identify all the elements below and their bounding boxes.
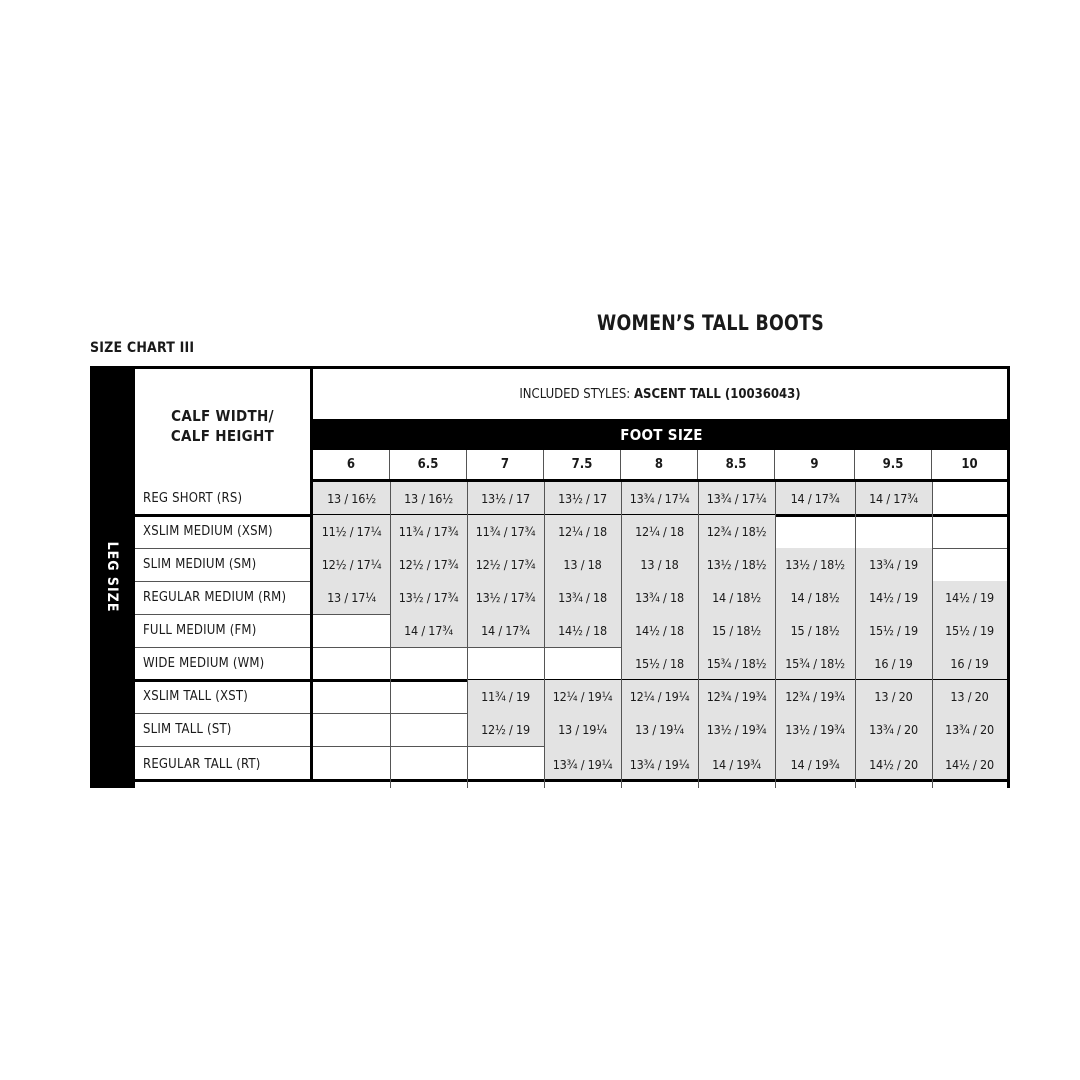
table-cell [313,680,390,713]
table-cell: 13¾ / 17¼ [698,482,775,515]
table-cell: 13½ / 19¾ [698,713,775,746]
table-cell: 14½ / 19 [855,581,932,614]
table-cell: 13½ / 19¾ [775,713,855,746]
table-cell: 14½ / 18 [621,614,698,647]
table-cell [313,713,390,746]
table-row [135,614,1010,647]
leg-size-bar [90,366,135,788]
table-cell: 14 / 17¾ [390,614,467,647]
table-cell: 16 / 19 [932,647,1007,680]
table-row [135,581,1010,614]
table-cell: 13½ / 17¾ [467,581,544,614]
table-cell: 13 / 19¼ [544,713,621,746]
table-cell: 13¾ / 18 [544,581,621,614]
table-right-border [1007,366,1010,788]
table-cell: 14 / 17¾ [467,614,544,647]
table-cell: 13½ / 17¾ [390,581,467,614]
table-cell: 14 / 19¾ [775,746,855,782]
table-cell: 13 / 18 [621,548,698,581]
table-cell [855,515,932,548]
foot-size-9-5: 9.5 [855,450,932,479]
row-label: XSLIM TALL (XST) [135,680,313,713]
included-styles-prefix: INCLUDED STYLES: [519,386,631,402]
table-cell: 13¾ / 20 [855,713,932,746]
table-row [135,548,1010,581]
table-cell: 13 / 16½ [313,482,390,515]
foot-size-7-5: 7.5 [544,450,621,479]
table-cell: 13 / 20 [932,680,1007,713]
table-row [135,647,1010,680]
table-cell: 14½ / 18 [544,614,621,647]
column-separator [932,482,933,788]
table-cell: 13 / 17¼ [313,581,390,614]
table-cell [932,548,1007,581]
table-cell: 13¾ / 17¼ [621,482,698,515]
table-cell: 15½ / 19 [932,614,1007,647]
table-row [135,482,1010,515]
table-cell [544,647,621,680]
table-cell [467,746,544,782]
row-label: REGULAR MEDIUM (RM) [135,581,313,614]
table-cell: 13 / 20 [855,680,932,713]
table-cell: 12½ / 17¼ [313,548,390,581]
table-cell: 15½ / 19 [855,614,932,647]
table-cell: 13¾ / 19¼ [544,746,621,782]
foot-size-8: 8 [621,450,698,479]
table-cell: 13¾ / 19 [855,548,932,581]
table-cell [390,647,467,680]
table-cell: 13½ / 18½ [775,548,855,581]
table-cell: 14½ / 20 [932,746,1007,782]
table-cell: 12¼ / 19¼ [544,680,621,713]
table-cell: 13¾ / 18 [621,581,698,614]
table-cell [467,647,544,680]
foot-size-7: 7 [467,450,544,479]
table-cell [390,713,467,746]
included-styles [313,366,1010,419]
table-cell: 12¾ / 19¾ [775,680,855,713]
table-cell: 12¾ / 18½ [698,515,775,548]
foot-size-columns [313,450,1010,482]
table-cell: 15 / 18½ [775,614,855,647]
foot-size-6-5: 6.5 [390,450,467,479]
table-cell: 14 / 18½ [698,581,775,614]
table-cell: 15½ / 18 [621,647,698,680]
table-cell: 12½ / 17¾ [467,548,544,581]
leg-size-label: LEG SIZE [104,541,120,613]
table-cell: 12½ / 19 [467,713,544,746]
table-cell: 12¼ / 18 [544,515,621,548]
table-cell: 13 / 16½ [390,482,467,515]
table-cell [932,515,1007,548]
table-row [135,713,1010,746]
table-row [135,680,1010,713]
table-row [135,746,1010,782]
table-cell: 14 / 18½ [775,581,855,614]
foot-size-9: 9 [775,450,855,479]
table-cell [313,647,390,680]
row-label: FULL MEDIUM (FM) [135,614,313,647]
foot-size-label: FOOT SIZE [620,425,703,444]
table-cell: 11½ / 17¼ [313,515,390,548]
table-cell: 15¾ / 18½ [775,647,855,680]
table-cell: 14 / 17¾ [775,482,855,515]
table-cell: 13½ / 17 [467,482,544,515]
table-cell: 12¼ / 18 [621,515,698,548]
row-label: REG SHORT (RS) [135,482,313,515]
table-row [135,515,1010,548]
table-cell: 14 / 17¾ [855,482,932,515]
table-cell: 11¾ / 19 [467,680,544,713]
column-separator [855,482,856,788]
table-cell: 13¾ / 20 [932,713,1007,746]
table-cell [390,746,467,782]
table-cell: 13¾ / 19¼ [621,746,698,782]
table-cell: 11¾ / 17¾ [467,515,544,548]
column-separator [467,482,468,788]
column-separator [390,482,391,788]
calf-header [135,366,313,482]
table-cell: 16 / 19 [855,647,932,680]
table-bottom-border [135,779,1010,782]
table-cell [390,680,467,713]
column-separator [698,482,699,788]
size-chart-table [90,366,1010,788]
calf-header-line2: CALF HEIGHT [170,426,275,445]
row-label: WIDE MEDIUM (WM) [135,647,313,680]
table-cell: 15¾ / 18½ [698,647,775,680]
row-label: XSLIM MEDIUM (XSM) [135,515,313,548]
table-cell: 14 / 19¾ [698,746,775,782]
table-cell: 11¾ / 17¾ [390,515,467,548]
table-cell: 13 / 19¼ [621,713,698,746]
table-cell: 13½ / 18½ [698,548,775,581]
table-body [135,482,1010,788]
foot-size-10: 10 [961,457,978,472]
table-cell: 13 / 18 [544,548,621,581]
foot-size-6: 6 [313,450,390,479]
column-separator [775,482,776,788]
table-cell [313,746,390,782]
table-cell [775,515,855,548]
foot-size-header [313,419,1010,450]
column-separator [544,482,545,788]
table-cell: 12¾ / 19¾ [698,680,775,713]
table-cell: 14½ / 20 [855,746,932,782]
row-label: REGULAR TALL (RT) [135,746,313,782]
page-title: WOMEN’S TALL BOOTS [597,311,824,335]
table-cell: 12½ / 17¾ [390,548,467,581]
calf-header-line1: CALF WIDTH/ [171,406,274,425]
table-cell [313,614,390,647]
table-cell: 12¼ / 19¼ [621,680,698,713]
table-cell: 14½ / 19 [932,581,1007,614]
column-separator [621,482,622,788]
included-styles-value: ASCENT TALL (10036043) [633,386,801,402]
size-chart-label: SIZE CHART III [90,340,195,356]
row-label: SLIM MEDIUM (SM) [135,548,313,581]
table-cell: 15 / 18½ [698,614,775,647]
row-label: SLIM TALL (ST) [135,713,313,746]
table-cell: 13½ / 17 [544,482,621,515]
foot-size-8-5: 8.5 [698,450,775,479]
table-cell [932,482,1007,515]
